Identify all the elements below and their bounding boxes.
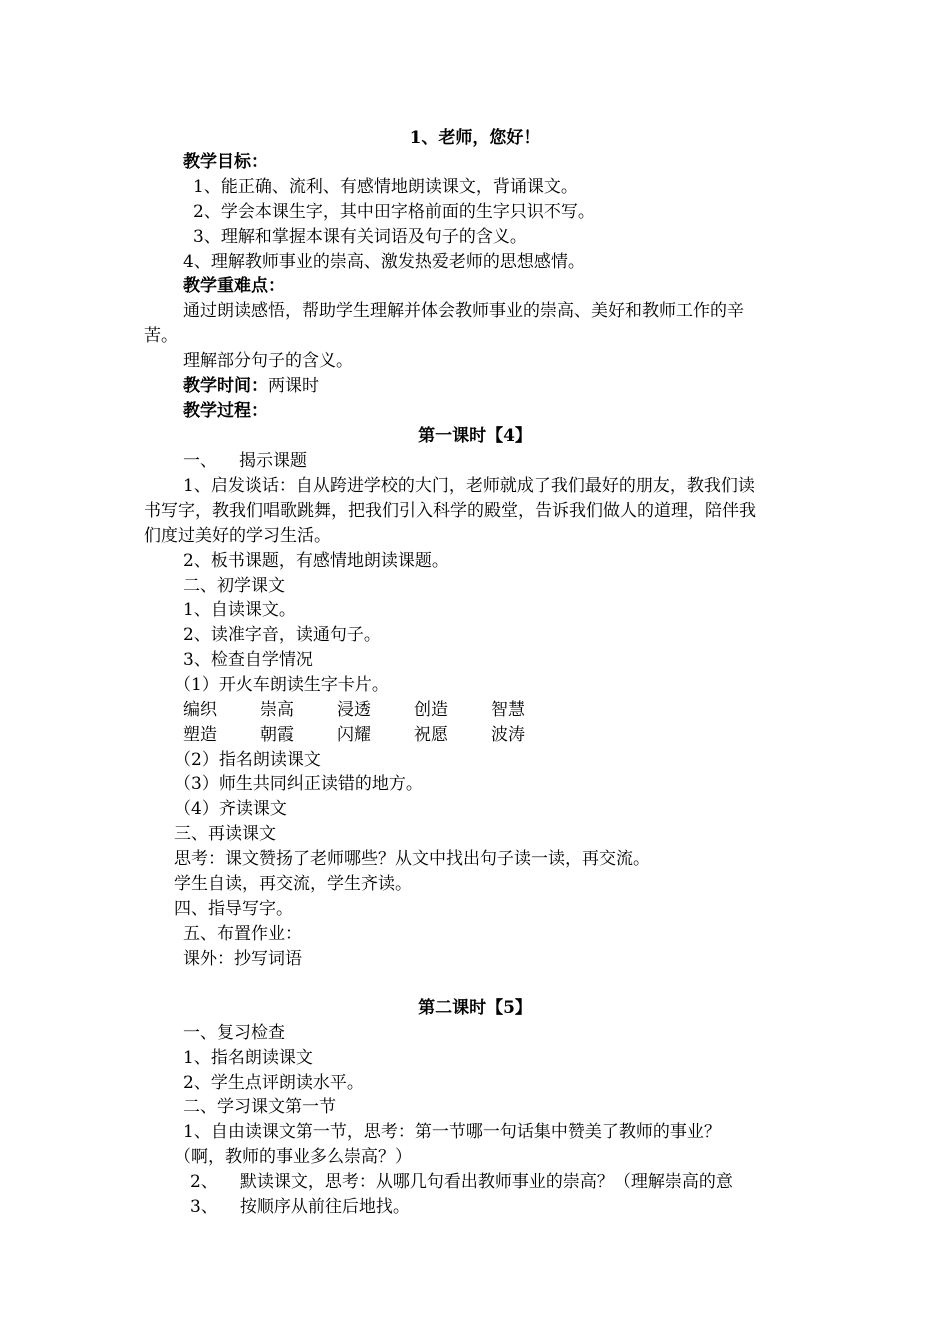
item-text: 默读课文，思考：从哪几句看出教师事业的崇高？（理解崇高的意	[239, 1172, 733, 1192]
paragraph-line: 1、启发谈话：自从跨进学校的大门，老师就成了我们最好的朋友，教我们读	[183, 476, 755, 496]
vocab-word: 编织	[183, 700, 217, 720]
section-heading: 四、指导写字。	[174, 899, 293, 919]
section-heading: 三、再读课文	[174, 824, 276, 844]
paragraph-line: 思考：课文赞扬了老师哪些？从文中找出句子读一读，再交流。	[174, 849, 650, 869]
objective-item: 4、理解教师事业的崇高、激发热爱老师的思想感情。	[183, 252, 585, 272]
paragraph-line: 们度过美好的学习生活。	[144, 526, 331, 546]
list-item: 1、指名朗读课文	[183, 1048, 313, 1068]
vocab-word: 浸透	[337, 700, 371, 720]
process-heading: 教学过程：	[183, 401, 268, 421]
paragraph-line: 书写字，教我们唱歌跳舞，把我们引入科学的殿堂，告诉我们做人的道理，陪伴我	[144, 501, 756, 521]
lesson-title: 1、老师，您好！	[409, 128, 541, 148]
objective-item: 3、理解和掌握本课有关词语及句子的含义。	[193, 227, 527, 247]
list-item	[190, 1196, 410, 1218]
lesson1-title: 第一课时【4】	[418, 426, 532, 446]
section-heading: 二、初学课文	[183, 576, 285, 596]
section-title: 揭示课题	[239, 451, 307, 471]
section-number: 一、	[183, 451, 217, 471]
key-point-text-cont: 苦。	[144, 326, 178, 346]
vocab-word: 闪耀	[337, 725, 371, 745]
list-item	[190, 1171, 733, 1193]
paragraph-line: 学生自读，再交流，学生齐读。	[174, 874, 412, 894]
section-heading: 五、布置作业：	[183, 924, 302, 944]
objectives-heading: 教学目标：	[183, 152, 268, 172]
key-points-heading: 教学重难点：	[183, 276, 285, 296]
vocab-word: 祝愿	[414, 725, 448, 745]
sub-item: （2）指名朗读课文	[174, 750, 321, 770]
sub-item: （4）齐读课文	[174, 799, 287, 819]
list-item: 2、学生点评朗读水平。	[183, 1073, 364, 1093]
key-point-text: 理解部分句子的含义。	[183, 351, 353, 371]
teaching-time-value: 两课时	[268, 376, 319, 396]
section-heading: 二、学习课文第一节	[183, 1097, 336, 1117]
vocab-row	[183, 699, 568, 721]
sub-item: （3）师生共同纠正读错的地方。	[174, 774, 423, 794]
section-heading: 一、复习检查	[183, 1023, 285, 1043]
vocab-word: 塑造	[183, 725, 217, 745]
objective-item: 2、学会本课生字，其中田字格前面的生字只识不写。	[193, 202, 595, 222]
vocab-word: 波涛	[491, 725, 525, 745]
vocab-word: 创造	[414, 700, 448, 720]
lesson2-title: 第二课时【5】	[418, 998, 532, 1018]
teaching-time	[183, 375, 319, 397]
objective-item: 1、能正确、流利、有感情地朗读课文，背诵课文。	[193, 177, 578, 197]
section-heading	[183, 450, 307, 472]
key-point-text: 通过朗读感悟，帮助学生理解并体会教师事业的崇高、美好和教师工作的辛	[183, 301, 744, 321]
vocab-word: 智慧	[491, 700, 525, 720]
item-text: 按顺序从前往后地找。	[239, 1197, 410, 1217]
vocab-row	[183, 724, 568, 746]
sub-item: （1）开火车朗读生字卡片。	[174, 675, 389, 695]
list-item: 1、自读课文。	[183, 600, 296, 620]
teaching-time-heading: 教学时间：	[183, 376, 268, 396]
list-item: 1、自由读课文第一节，思考：第一节哪一句话集中赞美了教师的事业？	[183, 1122, 721, 1142]
vocab-word: 朝霞	[260, 725, 294, 745]
list-item: 2、读准字音，读通句子。	[183, 625, 381, 645]
item-number: 2、	[190, 1172, 218, 1192]
vocab-word: 崇高	[260, 700, 294, 720]
paragraph-line: 2、板书课题，有感情地朗读课题。	[183, 551, 449, 571]
item-number: 3、	[190, 1197, 218, 1217]
list-item: 3、检查自学情况	[183, 650, 313, 670]
answer-line: （啊，教师的事业多么崇高？）	[174, 1147, 412, 1167]
homework-line: 课外：抄写词语	[183, 949, 302, 969]
